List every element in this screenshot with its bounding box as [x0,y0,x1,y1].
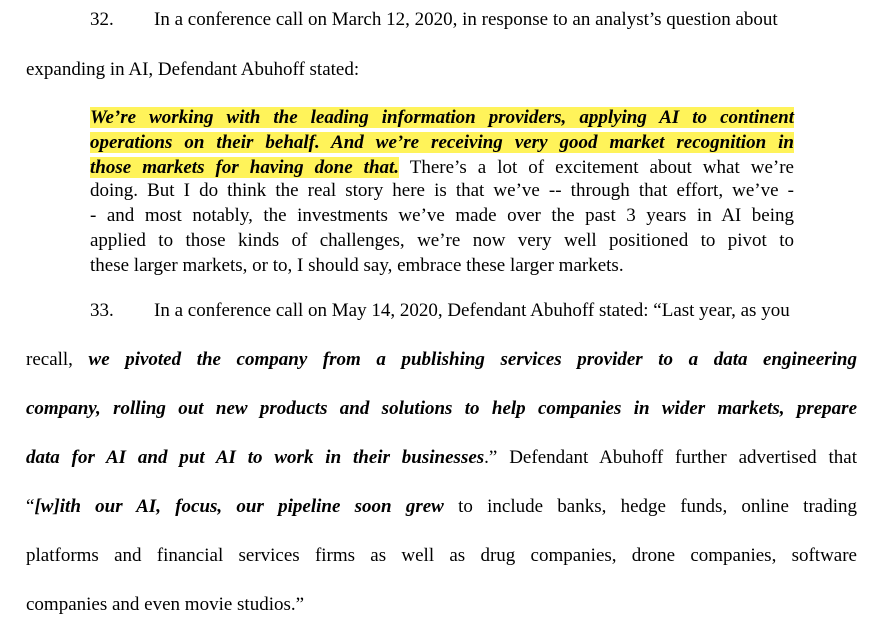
paragraph-33-line-7: companies and even movie studios.” [26,594,305,615]
emphasized-text: [w]ith our AI, focus, our pipeline soon grew [34,496,444,517]
plain-text: .” Defendant Abuhoff further advertised that [484,447,857,468]
emphasized-text: we pivoted the company from a publishing services provider to a data engineering [88,349,857,370]
quote-line-2 [90,132,794,154]
emphasized-text: company, rolling out new products and solutions to help companies in wider markets, prepare [26,398,857,419]
paragraph-32-line-1 [90,9,778,31]
paragraph-33-line-2 [26,349,857,371]
quote-text: There’s a lot of excitement about what we’re [399,157,794,178]
quote-line-1 [90,107,794,129]
highlighted-text: operations on their behalf. And we’re receiving very good market recognition in [90,132,794,153]
highlighted-text: those markets for having done that. [90,157,400,178]
quote-line-4: doing. But I do think the real story here is that we’ve -- through that effort, we’ve - [90,180,794,201]
paragraph-33-line-3 [26,398,857,420]
quote-line-6: applied to those kinds of challenges, we’re now very well positioned to pivot to [90,230,794,251]
quote-line-7: these larger markets, or to, I should say, embrace these larger markets. [90,255,624,276]
paragraph-33-line-5 [26,496,857,518]
paragraph-text: In a conference call on May 14, 2020, Defendant Abuhoff stated: “Last year, as you [154,300,790,321]
highlighted-text: We’re working with the leading information providers, applying AI to continent [90,107,794,128]
quote-line-3 [90,157,794,179]
paragraph-33-line-4 [26,447,857,469]
paragraph-33-line-1 [90,300,790,322]
emphasized-text: data for AI and put AI to work in their businesses [26,447,485,468]
paragraph-number: 33. [90,300,114,321]
plain-text: recall, [26,349,89,370]
paragraph-32-line-2: expanding in AI, Defendant Abuhoff stated: [26,59,360,80]
paragraph-33-line-6: platforms and financial services firms as well as drug companies, drone companies, software [26,545,857,566]
paragraph-number: 32. [90,9,114,30]
quote-line-5: - and most notably, the investments we’ve made over the past 3 years in AI being [90,205,794,226]
plain-text: to include banks, hedge funds, online trading [443,496,857,517]
paragraph-text: In a conference call on March 12, 2020, in response to an analyst’s question about [154,9,778,30]
plain-text: “ [26,496,35,517]
